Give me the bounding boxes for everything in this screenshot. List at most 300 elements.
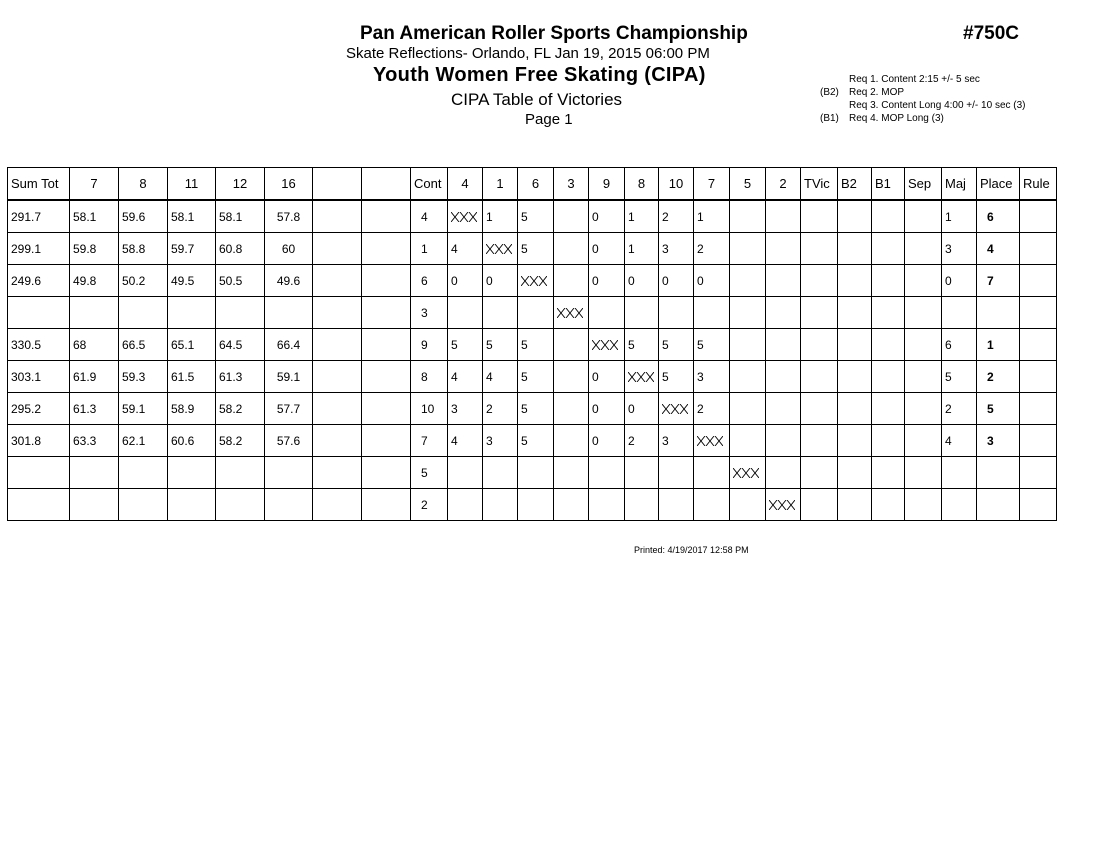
table-cell: [362, 265, 411, 297]
table-cell: [554, 265, 589, 297]
table-cell: [119, 457, 168, 489]
table-cell: [70, 457, 119, 489]
table-cell: 57.6: [265, 425, 313, 457]
table-cell: [362, 297, 411, 329]
table-cell: [313, 329, 362, 361]
table-cell: [766, 393, 801, 425]
table-row: [8, 233, 1057, 265]
table-cell: [554, 233, 589, 265]
table-cell: [766, 425, 801, 457]
table-cell: [872, 393, 905, 425]
table-title: CIPA Table of Victories: [451, 90, 623, 109]
printed-timestamp: Printed: 4/19/2017 12:58 PM: [634, 545, 749, 555]
table-cell: 61.3: [70, 393, 119, 425]
table-cell: [554, 329, 589, 361]
table-cell: [8, 457, 70, 489]
table-cell: 49.8: [70, 265, 119, 297]
table-cell: [8, 297, 70, 329]
table-cell: 5: [448, 329, 483, 361]
table-cell: 299.1: [8, 233, 70, 265]
table-cell: [265, 489, 313, 521]
table-cell: [119, 489, 168, 521]
table-row: [8, 200, 1057, 233]
table-cell: 6: [942, 329, 977, 361]
table-cell: [362, 361, 411, 393]
table-cell: [838, 361, 872, 393]
table-cell: 60.8: [216, 233, 265, 265]
table-cell: 5: [942, 361, 977, 393]
column-header: 8: [625, 168, 659, 201]
table-cell: [483, 457, 518, 489]
table-cell: [730, 200, 766, 233]
table-cell: 59.8: [70, 233, 119, 265]
table-cell: [694, 297, 730, 329]
table-cell: 57.7: [265, 393, 313, 425]
table-cell: 0: [625, 265, 659, 297]
table-cell: 1: [483, 200, 518, 233]
table-cell: [838, 329, 872, 361]
table-cell: 3: [411, 297, 448, 329]
column-header: [362, 168, 411, 201]
table-cell: [942, 489, 977, 521]
table-cell: [872, 265, 905, 297]
table-cell: 6: [977, 200, 1020, 233]
column-header: Sum Tot: [8, 168, 70, 201]
table-cell: 6: [411, 265, 448, 297]
column-header: 3: [554, 168, 589, 201]
table-cell: [554, 489, 589, 521]
table-cell: [1020, 425, 1057, 457]
column-header: [313, 168, 362, 201]
table-cell: [905, 233, 942, 265]
table-cell: 66.4: [265, 329, 313, 361]
column-header: 11: [168, 168, 216, 201]
requirement-code: (B1): [820, 113, 839, 124]
table-cell: 1: [694, 200, 730, 233]
column-header: 7: [70, 168, 119, 201]
table-cell: [362, 329, 411, 361]
table-cell: [801, 393, 838, 425]
table-cell: 1: [625, 200, 659, 233]
table-cell: [589, 457, 625, 489]
table-cell: 0: [659, 265, 694, 297]
table-cell: [1020, 297, 1057, 329]
table-cell: [313, 489, 362, 521]
table-cell: [905, 329, 942, 361]
column-header: Sep: [905, 168, 942, 201]
event-title: Pan American Roller Sports Championship: [360, 23, 748, 44]
table-cell: 57.8: [265, 200, 313, 233]
table-cell: 5: [518, 361, 554, 393]
table-cell: 5: [694, 329, 730, 361]
table-cell: [313, 200, 362, 233]
table-cell: 60.6: [168, 425, 216, 457]
table-cell: 4: [448, 361, 483, 393]
table-cell: 5: [659, 361, 694, 393]
table-cell: [168, 457, 216, 489]
no-contest-mark: [730, 457, 766, 489]
table-cell: [905, 200, 942, 233]
table-cell: 4: [411, 200, 448, 233]
table-cell: [313, 265, 362, 297]
column-header: Maj: [942, 168, 977, 201]
table-cell: 0: [589, 425, 625, 457]
table-cell: 68: [70, 329, 119, 361]
table-cell: 58.9: [168, 393, 216, 425]
table-cell: [625, 457, 659, 489]
table-cell: [313, 425, 362, 457]
table-cell: [1020, 361, 1057, 393]
table-cell: [730, 265, 766, 297]
table-cell: 4: [977, 233, 1020, 265]
table-cell: [905, 457, 942, 489]
table-cell: 3: [659, 233, 694, 265]
table-cell: [659, 489, 694, 521]
table-cell: [625, 297, 659, 329]
column-header: 9: [589, 168, 625, 201]
table-cell: [362, 393, 411, 425]
table-cell: [659, 457, 694, 489]
table-cell: 4: [448, 233, 483, 265]
requirement-text: Req 3. Content Long 4:00 +/- 10 sec (3): [849, 100, 1026, 111]
table-cell: [448, 297, 483, 329]
table-cell: [801, 457, 838, 489]
table-cell: 2: [977, 361, 1020, 393]
no-contest-mark: [518, 265, 554, 297]
table-cell: 50.5: [216, 265, 265, 297]
column-header: B2: [838, 168, 872, 201]
table-cell: [838, 425, 872, 457]
table-cell: [766, 361, 801, 393]
table-cell: [872, 489, 905, 521]
table-cell: 2: [483, 393, 518, 425]
table-cell: 2: [625, 425, 659, 457]
table-cell: [8, 489, 70, 521]
table-cell: 0: [625, 393, 659, 425]
column-header: 7: [694, 168, 730, 201]
table-cell: [518, 489, 554, 521]
table-cell: [659, 297, 694, 329]
no-contest-mark: [448, 200, 483, 233]
cross-hatch-icon: [592, 340, 618, 350]
table-cell: 59.1: [119, 393, 168, 425]
table-cell: 63.3: [70, 425, 119, 457]
table-cell: [872, 425, 905, 457]
table-cell: 0: [589, 233, 625, 265]
table-cell: 58.8: [119, 233, 168, 265]
table-cell: [554, 200, 589, 233]
table-cell: [766, 233, 801, 265]
table-cell: [1020, 200, 1057, 233]
table-cell: [216, 297, 265, 329]
no-contest-mark: [625, 361, 659, 393]
table-cell: [362, 425, 411, 457]
table-cell: 3: [659, 425, 694, 457]
table-cell: 49.5: [168, 265, 216, 297]
table-cell: [1020, 329, 1057, 361]
table-header-row: [8, 168, 1057, 201]
table-cell: 249.6: [8, 265, 70, 297]
column-header: 8: [119, 168, 168, 201]
table-row: [8, 297, 1057, 329]
table-cell: 10: [411, 393, 448, 425]
table-cell: [838, 265, 872, 297]
table-cell: [766, 265, 801, 297]
table-cell: [905, 489, 942, 521]
table-cell: 5: [518, 329, 554, 361]
table-cell: [216, 457, 265, 489]
table-cell: [801, 489, 838, 521]
table-cell: 330.5: [8, 329, 70, 361]
cross-hatch-icon: [733, 468, 759, 478]
table-cell: [362, 233, 411, 265]
table-cell: [905, 297, 942, 329]
column-header: Place: [977, 168, 1020, 201]
column-header: 2: [766, 168, 801, 201]
table-cell: [448, 457, 483, 489]
table-row: [8, 393, 1057, 425]
table-cell: [801, 233, 838, 265]
column-header: 10: [659, 168, 694, 201]
table-cell: 5: [659, 329, 694, 361]
table-cell: [554, 425, 589, 457]
cross-hatch-icon: [486, 244, 512, 254]
table-cell: 59.6: [119, 200, 168, 233]
table-cell: [872, 200, 905, 233]
table-cell: [265, 297, 313, 329]
table-cell: [1020, 489, 1057, 521]
table-cell: [554, 393, 589, 425]
table-cell: 3: [977, 425, 1020, 457]
table-cell: 1: [942, 200, 977, 233]
table-cell: 0: [694, 265, 730, 297]
column-header: 5: [730, 168, 766, 201]
table-cell: [766, 329, 801, 361]
table-cell: [801, 361, 838, 393]
table-cell: 64.5: [216, 329, 265, 361]
table-cell: [119, 297, 168, 329]
table-cell: [905, 361, 942, 393]
no-contest-mark: [589, 329, 625, 361]
table-cell: 3: [942, 233, 977, 265]
table-cell: 2: [694, 233, 730, 265]
column-header: 6: [518, 168, 554, 201]
table-cell: [872, 233, 905, 265]
table-row: [8, 425, 1057, 457]
table-cell: 0: [448, 265, 483, 297]
table-cell: 7: [977, 265, 1020, 297]
event-id: #750C: [963, 23, 1019, 44]
table-cell: [977, 489, 1020, 521]
table-cell: 291.7: [8, 200, 70, 233]
no-contest-mark: [554, 297, 589, 329]
table-cell: 303.1: [8, 361, 70, 393]
table-cell: 59.1: [265, 361, 313, 393]
table-cell: [518, 457, 554, 489]
table-cell: [70, 489, 119, 521]
table-cell: [766, 297, 801, 329]
table-cell: 1: [977, 329, 1020, 361]
table-cell: [168, 297, 216, 329]
table-cell: [554, 457, 589, 489]
table-cell: 3: [694, 361, 730, 393]
table-cell: [1020, 233, 1057, 265]
table-cell: 58.2: [216, 425, 265, 457]
cross-hatch-icon: [451, 212, 477, 222]
venue-line: Skate Reflections- Orlando, FL Jan 19, 2015 06:00 PM: [346, 45, 710, 62]
column-header: B1: [872, 168, 905, 201]
table-cell: [589, 297, 625, 329]
table-cell: 2: [659, 200, 694, 233]
table-cell: [730, 297, 766, 329]
table-cell: [872, 329, 905, 361]
table-row: [8, 489, 1057, 521]
column-header: 16: [265, 168, 313, 201]
table-cell: 2: [942, 393, 977, 425]
table-cell: [942, 297, 977, 329]
table-cell: [1020, 265, 1057, 297]
table-cell: [905, 425, 942, 457]
table-cell: 5: [625, 329, 659, 361]
table-cell: [216, 489, 265, 521]
table-cell: [838, 393, 872, 425]
no-contest-mark: [483, 233, 518, 265]
table-cell: [801, 329, 838, 361]
table-cell: 0: [589, 265, 625, 297]
table-cell: 66.5: [119, 329, 168, 361]
table-cell: 5: [518, 425, 554, 457]
table-cell: 5: [518, 200, 554, 233]
victories-table: [7, 167, 1057, 521]
table-cell: 5: [411, 457, 448, 489]
table-cell: [70, 297, 119, 329]
table-cell: 2: [694, 393, 730, 425]
table-cell: 4: [942, 425, 977, 457]
column-header: 12: [216, 168, 265, 201]
requirement-code: (B2): [820, 87, 839, 98]
table-cell: [362, 457, 411, 489]
table-cell: [483, 489, 518, 521]
table-cell: [872, 361, 905, 393]
table-row: [8, 265, 1057, 297]
table-cell: 50.2: [119, 265, 168, 297]
table-cell: [168, 489, 216, 521]
table-cell: [838, 489, 872, 521]
table-cell: 9: [411, 329, 448, 361]
table-cell: 61.3: [216, 361, 265, 393]
table-row: [8, 329, 1057, 361]
table-cell: [362, 489, 411, 521]
table-cell: 61.9: [70, 361, 119, 393]
no-contest-mark: [766, 489, 801, 521]
table-cell: [313, 297, 362, 329]
table-cell: [730, 489, 766, 521]
cross-hatch-icon: [769, 500, 795, 510]
table-cell: [730, 425, 766, 457]
requirement-text: Req 2. MOP: [849, 87, 905, 98]
table-cell: [448, 489, 483, 521]
table-cell: 4: [448, 425, 483, 457]
table-cell: [313, 233, 362, 265]
requirement-text: Req 1. Content 2:15 +/- 5 sec: [849, 74, 980, 85]
table-cell: [1020, 393, 1057, 425]
table-row: [8, 361, 1057, 393]
table-cell: [730, 361, 766, 393]
table-cell: [730, 233, 766, 265]
table-cell: [483, 297, 518, 329]
table-cell: 3: [448, 393, 483, 425]
table-cell: [265, 457, 313, 489]
table-cell: 5: [977, 393, 1020, 425]
table-cell: 1: [411, 233, 448, 265]
table-cell: [625, 489, 659, 521]
table-row: [8, 457, 1057, 489]
table-cell: 65.1: [168, 329, 216, 361]
table-cell: [942, 457, 977, 489]
table-cell: [872, 457, 905, 489]
table-cell: 295.2: [8, 393, 70, 425]
table-cell: [801, 425, 838, 457]
table-cell: [905, 393, 942, 425]
table-cell: [766, 200, 801, 233]
table-cell: 49.6: [265, 265, 313, 297]
table-cell: [589, 489, 625, 521]
table-cell: [905, 265, 942, 297]
table-cell: [977, 297, 1020, 329]
table-cell: 1: [625, 233, 659, 265]
cross-hatch-icon: [521, 276, 547, 286]
table-cell: 0: [589, 200, 625, 233]
table-cell: 60: [265, 233, 313, 265]
table-cell: [838, 200, 872, 233]
table-cell: 59.7: [168, 233, 216, 265]
table-cell: [977, 457, 1020, 489]
table-cell: [694, 489, 730, 521]
cross-hatch-icon: [628, 372, 654, 382]
no-contest-mark: [659, 393, 694, 425]
table-cell: 0: [942, 265, 977, 297]
table-cell: 0: [483, 265, 518, 297]
page-number: Page 1: [525, 111, 573, 128]
table-cell: [766, 457, 801, 489]
table-cell: 8: [411, 361, 448, 393]
table-cell: 5: [518, 233, 554, 265]
table-cell: 58.1: [168, 200, 216, 233]
table-cell: [1020, 457, 1057, 489]
cross-hatch-icon: [662, 404, 688, 414]
event-name: Youth Women Free Skating (CIPA): [373, 64, 706, 86]
table-cell: 5: [483, 329, 518, 361]
table-cell: [362, 200, 411, 233]
column-header: TVic: [801, 168, 838, 201]
table-cell: 58.2: [216, 393, 265, 425]
table-cell: [872, 297, 905, 329]
table-cell: [730, 393, 766, 425]
table-cell: [313, 393, 362, 425]
table-cell: 3: [483, 425, 518, 457]
table-cell: 5: [518, 393, 554, 425]
table-cell: 58.1: [216, 200, 265, 233]
table-cell: 62.1: [119, 425, 168, 457]
table-cell: [801, 297, 838, 329]
table-cell: 59.3: [119, 361, 168, 393]
table-cell: [313, 361, 362, 393]
cross-hatch-icon: [697, 436, 723, 446]
table-cell: [801, 265, 838, 297]
table-cell: [313, 457, 362, 489]
table-cell: [838, 297, 872, 329]
table-cell: 7: [411, 425, 448, 457]
